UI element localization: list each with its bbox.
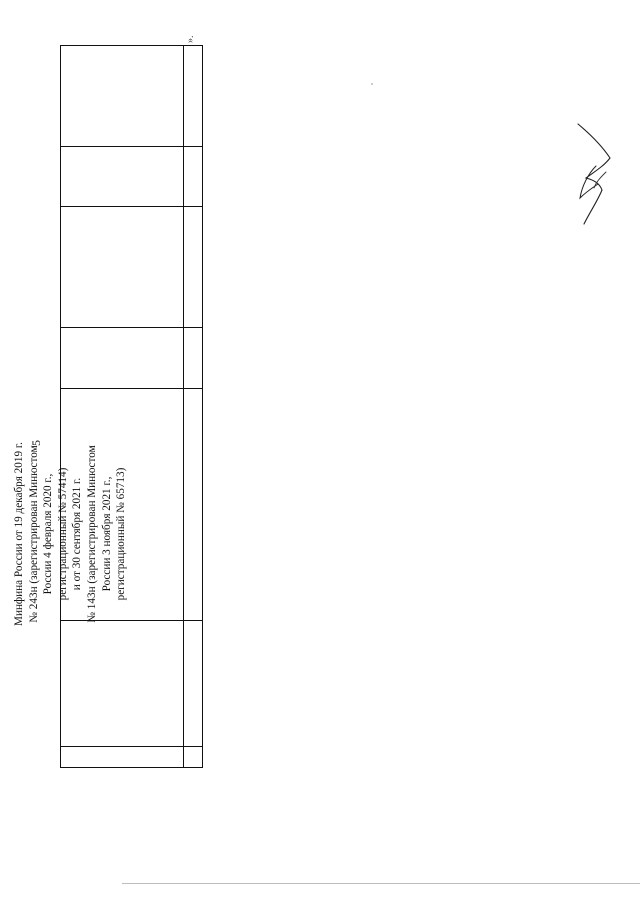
cell-line: Минфина России от 19 декабря 2019 г. [13, 442, 25, 626]
edge-text-fragment: ». [185, 35, 196, 43]
signature-icon [560, 120, 620, 230]
table-row-divider [60, 746, 203, 747]
table-frame [60, 45, 203, 768]
cell-line: № 143н (зарегистрирован Минюстом [85, 445, 98, 623]
page-number: 5 [29, 440, 43, 446]
scan-speck [371, 83, 373, 85]
table-row-divider [60, 146, 203, 147]
scan-edge-line [122, 883, 640, 884]
cell-line: № 243н (зарегистрирован Минюстом [27, 445, 40, 623]
table-row-divider [60, 206, 203, 207]
cell-line: регистрационный № 57414) [56, 467, 69, 601]
table-row-divider [60, 327, 203, 328]
table-column-divider [183, 45, 184, 768]
cell-line: и от 30 сентября 2021 г. [71, 477, 84, 591]
table-cell-text [12, 426, 132, 642]
cell-line: России 4 февраля 2020 г., [42, 473, 55, 595]
cell-line: России 3 ноября 2021 г., [100, 476, 113, 592]
table-row-divider [60, 388, 203, 389]
cell-line: регистрационный № 65713) [115, 467, 128, 601]
